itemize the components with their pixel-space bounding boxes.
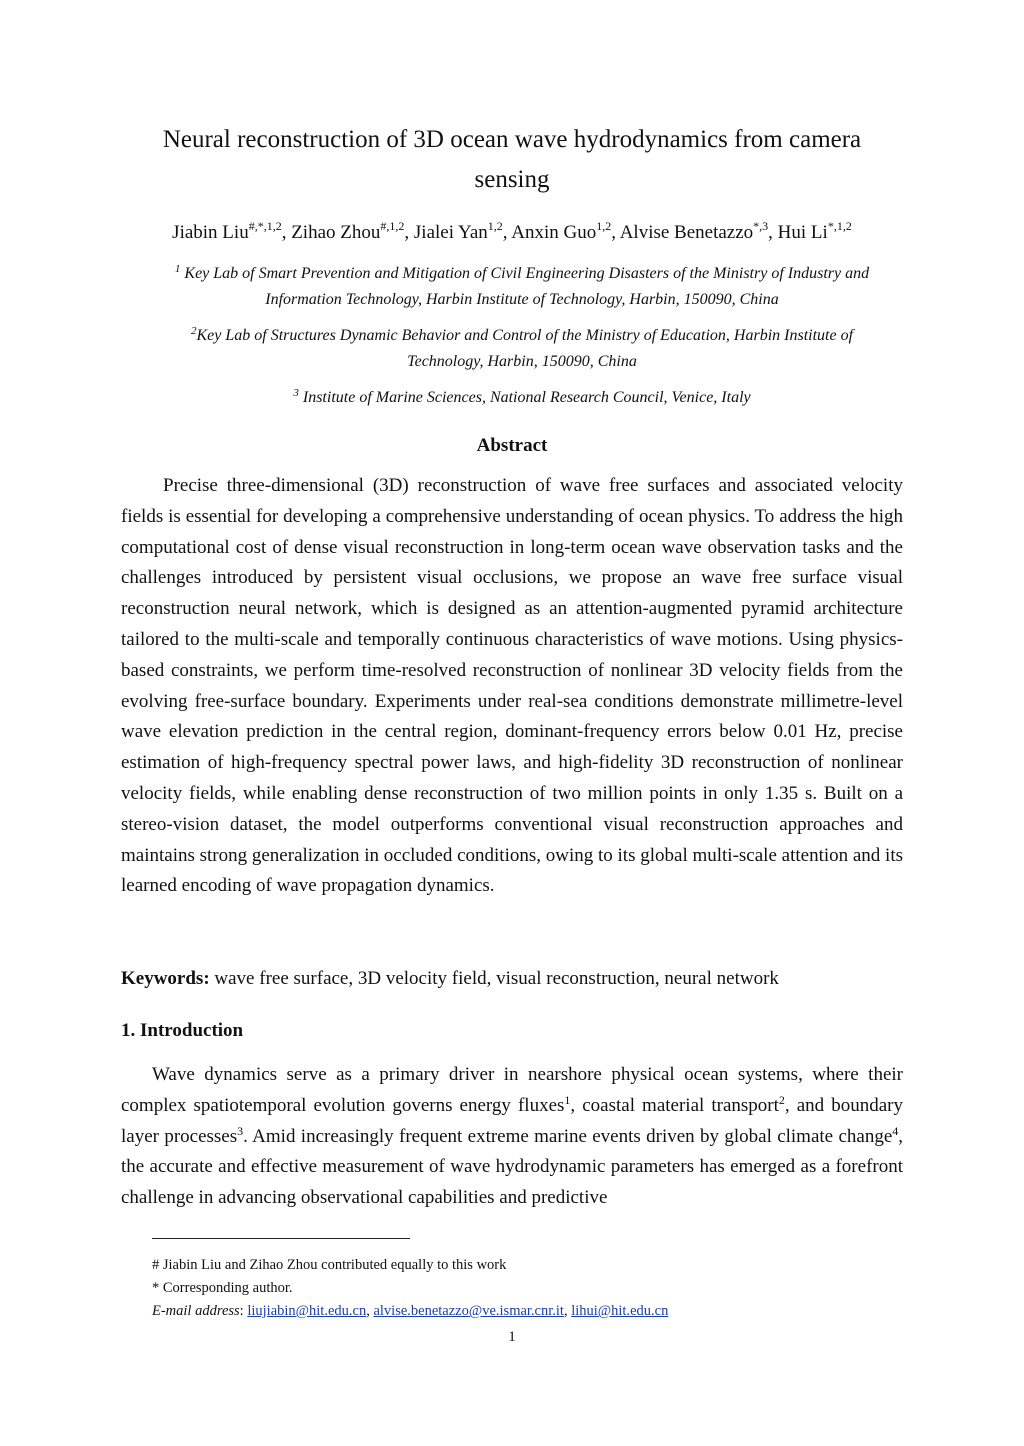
email-link-benetazzo[interactable]: alvise.benetazzo@ve.ismar.cnr.it xyxy=(373,1303,564,1319)
keywords-text: wave free surface, 3D velocity field, visual reconstruction, neural network xyxy=(209,968,779,989)
email-link-li[interactable]: lihui@hit.edu.cn xyxy=(571,1303,669,1319)
author: Anxin Guo$^{1,2}$, xyxy=(511,219,620,243)
paper-title xyxy=(100,120,924,200)
abstract-body: Precise three-dimensional (3D) reconstruction of wave free surfaces and associated velocity fields is essential for developing a comprehensive understanding of ocean physics. To address the high computational cost of dense visual reconstruction in long-term ocean wave observation tasks and the challenges introduced by persistent visual occlusions, we propose an wave free surface visual reconstruction neural network, which is designed as an attention-augmented pyramid architecture tailored to the multi-scale and temporally continuous characteristics of wave motions. Using physics-based constraints, we perform time-resolved reconstruction of nonlinear 3D velocity fields from the evolving free-surface boundary. Experiments under real-sea conditions demonstrate millimetre-level wave elevation prediction in the central region, dominant-frequency errors below 0.01 Hz, precise estimation of high-frequency spectral power laws, and high-fidelity 3D reconstruction of nonlinear velocity fields, while enabling dense reconstruction of two million points in only 1.35 s. Built on a stereo-vision dataset, the model outperforms conventional visual reconstruction approaches and maintains strong generalization in occluded conditions, owing to its global multi-scale attention and its learned encoding of wave propagation dynamics. xyxy=(121,475,904,897)
title-line-1: Neural reconstruction of 3D ocean wave hydrodynamics from camera xyxy=(162,126,862,153)
abstract-heading: Abstract xyxy=(476,435,548,456)
citation-ref: 1 xyxy=(564,1092,571,1107)
page-number: 1 xyxy=(508,1329,516,1345)
section-heading-introduction: 1. Introduction xyxy=(121,1020,244,1041)
citation-ref: 2 xyxy=(778,1092,785,1107)
affiliation-1: $^1$ Key Lab of Smart Prevention and Mitigation of Civil Engineering Disasters of the Ministry of Industry and Information Technology, Harbin Institute of Technology, Harbin, 150090, China xyxy=(174,263,870,308)
footnote-divider xyxy=(152,1238,410,1239)
affiliation-2: $^2$Key Lab of Structures Dynamic Behavior and Control of the Ministry of Education, Harbin Institute of Technology, Harbin, 150090, China xyxy=(190,325,854,370)
email-link-liu[interactable]: liujiabin@hit.edu.cn xyxy=(247,1303,367,1319)
email-label: E-mail address xyxy=(152,1303,240,1319)
author: Alvise Benetazzo$^{*,3}$, xyxy=(619,219,778,243)
title-line-2: sensing xyxy=(474,166,550,193)
author: Zihao Zhou$^{\#,1,2}$, xyxy=(291,219,414,243)
footnote-email: E-mail address: liujiabin@hit.edu.cn, alvise.benetazzo@ve.ismar.cnr.it, lihui@hit.edu.cn xyxy=(152,1303,669,1319)
author-list xyxy=(100,218,924,248)
affiliation-3: $^3$ Institute of Marine Sciences, National Research Council, Venice, Italy xyxy=(293,387,751,406)
citation-ref: 3 xyxy=(237,1123,244,1138)
keywords-line xyxy=(121,964,903,994)
author: Hui $Li^{*,1,2}$ xyxy=(777,219,852,243)
author: Jiabin Liu$^{\#,*,1,2}$, xyxy=(172,219,292,243)
footnote-corresponding-author: * Corresponding author. xyxy=(152,1280,293,1296)
citation-ref: 4 xyxy=(892,1123,899,1138)
author: Jialei Yan$^{1,2}$, xyxy=(413,219,512,243)
introduction-paragraph: Wave dynamics serve as a primary driver in nearshore physical ocean systems, where their complex spatiotemporal evolution governs energy fluxes$^1$, coastal material transport$^2$, and boundary layer processes$^3$. Amid increasingly frequent extreme marine events driven by global climate change$^4$, the accurate and effective measurement of wave hydrodynamic parameters has emerged as a forefront challenge in advancing observational capabilities and predictive xyxy=(121,1064,903,1209)
footnote-equal-contribution: # Jiabin Liu and Zihao Zhou contributed equally to this work xyxy=(152,1257,507,1273)
keywords-label: Keywords: xyxy=(121,968,210,989)
